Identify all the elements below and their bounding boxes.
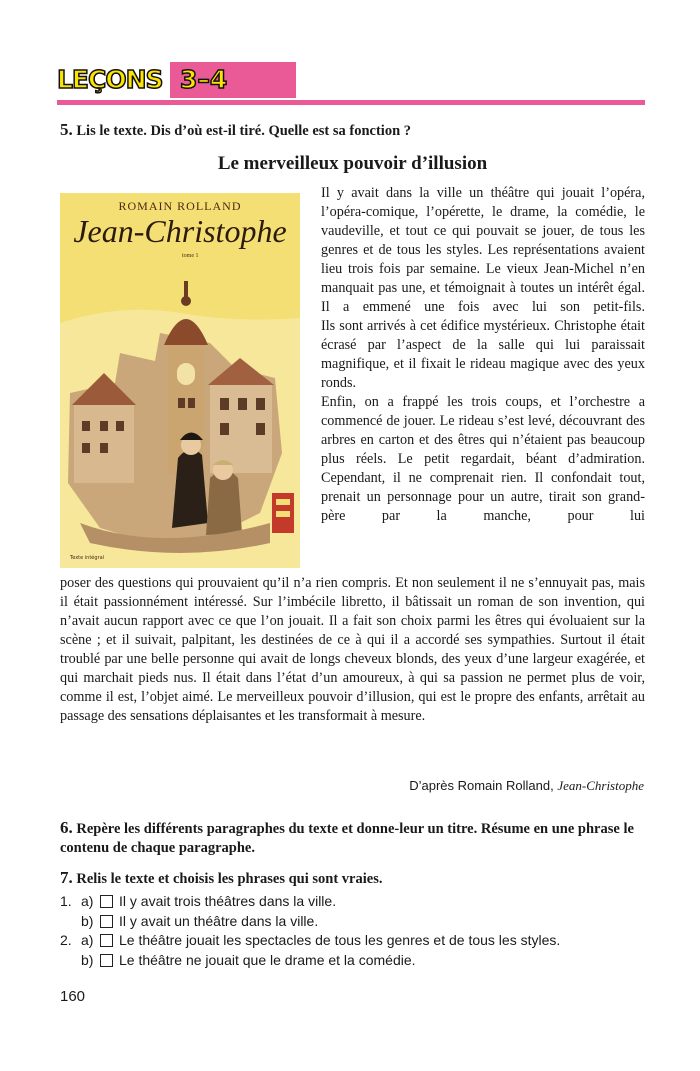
option-1b [60, 912, 560, 932]
option-1b-checkbox[interactable] [100, 915, 113, 928]
option-letter: a) [81, 893, 94, 909]
option-1a-checkbox[interactable] [100, 895, 113, 908]
lesson-word: LEÇONS [57, 65, 163, 94]
page-number: 160 [60, 988, 86, 1005]
task-7-options [60, 892, 560, 970]
item-number: 1. [60, 893, 72, 909]
task-5-text: Lis le texte. Dis d’où est-il tiré. Quelle est sa fonction ? [76, 123, 412, 139]
book-cover-image [60, 193, 300, 568]
passage-right-column [321, 184, 645, 526]
item-number: 2. [60, 932, 72, 948]
option-2a [60, 931, 560, 951]
task-7-number: 7. [60, 868, 73, 887]
option-text: Il y avait un théâtre dans la ville. [119, 912, 319, 929]
option-text: Il y avait trois théâtres dans la ville. [119, 893, 337, 909]
task-6 [60, 818, 648, 858]
cover-tome: tome 1 [182, 253, 199, 259]
cover-author: ROMAIN ROLLAND [118, 199, 242, 213]
passage-paragraph-2: Ils sont arrivés à cet édifice mystérieux. Christophe était écrasé par l’aspect de la salle qui lui paraissait magnifique, et il fixait le rideau magique avec des yeux ronds. [321, 318, 645, 391]
lesson-number-box [170, 62, 296, 98]
option-letter: a) [81, 932, 94, 948]
passage-paragraph-3-continued: poser des questions qui prouvaient qu’il n’a rien compris. Et non seulement il ne s’ennuyait pas, mais il était passionnément intéressé. Sur l’imbécile libretto, il bâtissait un roman de son invention, qui n’avait aucun rapport avec ce que l’on jouait. Il a fait son choix parmi les êtres qui évoluaient sur la scène ; et il suivait, palpitant, les destinées de ce à qui il a accordé ses sympathies. Surtout il était troublé par une belle personne qui avait de longs cheveux blonds, des yeux d’une largeur exagérée, et qui marchait pieds nus. Il était dans l’état d’un amoureux, à qui sa passion ne permet plus de voir, comme il est, l’objet aimé. Le merveilleux pouvoir d’illusion, qui est le propre des enfants, arrêtait au passage des sensations déplaisantes et les transformait à mesure. [60, 575, 645, 724]
source-attribution [409, 778, 644, 794]
header-divider [57, 100, 645, 105]
svg-text:Texte intégral: Texte intégral [70, 555, 105, 561]
option-2a-checkbox[interactable] [100, 934, 113, 947]
option-text: Le théâtre ne jouait que le drame et la comédie. [119, 951, 416, 968]
option-2b-checkbox[interactable] [100, 954, 113, 967]
task-7 [60, 868, 382, 889]
option-letter: b) [81, 912, 94, 929]
attribution-work: Jean-Christophe [557, 778, 644, 793]
lesson-numbers: 3–4 [180, 65, 228, 94]
text-title: Le merveilleux pouvoir d’illusion [217, 153, 488, 174]
task-5 [60, 120, 411, 141]
passage-continuation [60, 574, 645, 726]
passage-paragraph-3: Enfin, on a frappé les trois coups, et l’orchestre a commencé de jouer. Le rideau s’est levé, découvrant des arbres en carton et des êtres qui n’étaient pas beaucoup plus réels. Le petit regardait, béant d’admiration. Cependant, il ne comprenait rien. Il confondait tout, prenait un personnage pour un autre, tirait son grand-père par la manche, pour lui [321, 394, 645, 524]
cover-title: Jean-Christophe [73, 213, 287, 249]
option-letter: b) [81, 951, 94, 968]
option-2b [60, 951, 560, 971]
option-text: Le théâtre jouait les spectacles de tous les genres et de tous les styles. [119, 932, 561, 948]
task-6-text: Repère les différents paragraphes du texte et donne-leur un titre. Résume en une phrase le contenu de chaque paragraphe. [60, 821, 634, 856]
option-1a [60, 892, 560, 912]
attribution-prefix: D’après Romain Rolland, [409, 778, 554, 793]
task-5-number: 5. [60, 120, 73, 139]
passage-paragraph-1: Il y avait dans la ville un théâtre qui jouait l’opéra, l’opéra-comique, l’opérette, le drame, la comédie, le vaudeville, et tout ce qui pouvait se jouer, de tous les genres et de tous les styles. Les représentations avaient lieu trois fois par semaine. Le vieux Jean-Michel n’en manquait pas une, et témoignait à toutes un intérêt égal. Il a emmené une fois avec lui son petit-fils. [321, 185, 645, 315]
task-7-text: Relis le texte et choisis les phrases qui sont vraies. [76, 871, 383, 887]
task-6-number: 6. [60, 818, 73, 837]
